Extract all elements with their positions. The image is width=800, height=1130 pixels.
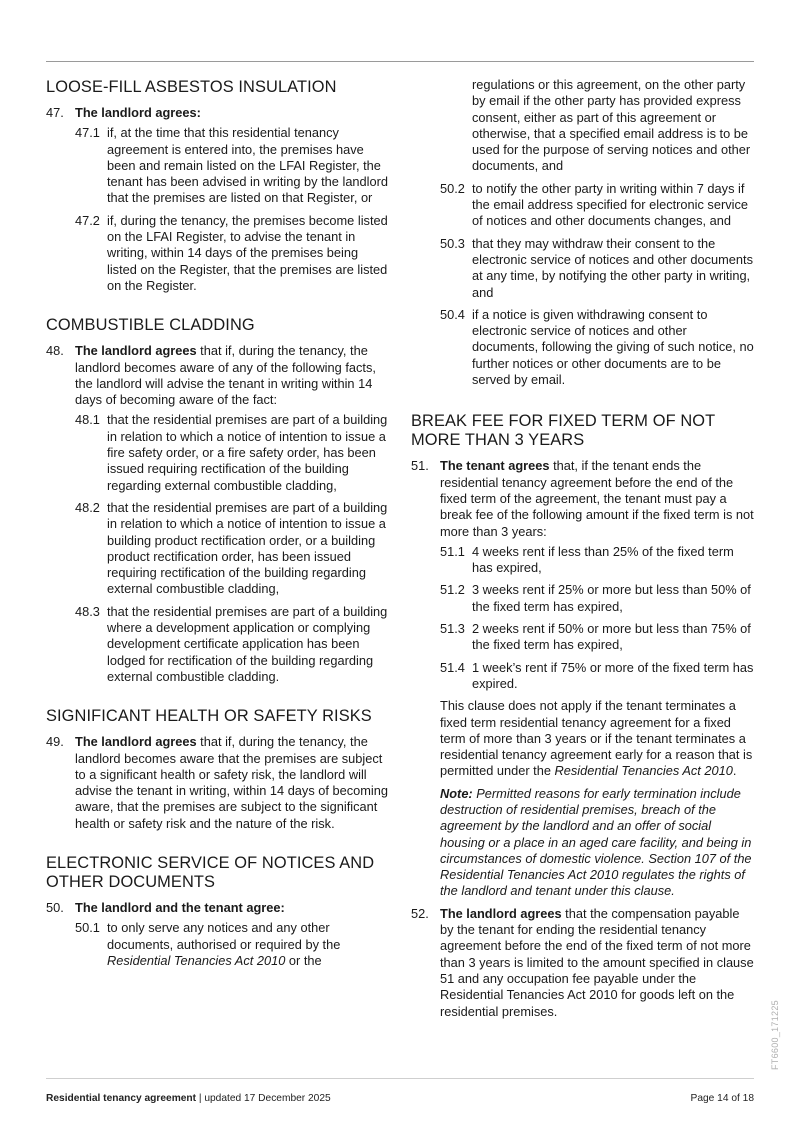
top-rule bbox=[46, 61, 754, 62]
subclause-text: 3 weeks rent if 25% or more but less than 50% of the fixed term has expired, bbox=[472, 582, 751, 614]
subclause-number: 51.4 bbox=[440, 659, 465, 675]
subclause-48-3 bbox=[46, 604, 391, 685]
clause-lead: The landlord agrees bbox=[440, 905, 562, 921]
subclause-number: 51.3 bbox=[440, 621, 465, 637]
clause-number: 52. bbox=[411, 905, 429, 921]
subclause-text: regulations or this agreement, on the other party by email if the other party has provided express consent, either as part of this agreement or otherwise, that a specified email address is to be used for the purpose of serving notices and other documents, and bbox=[472, 77, 751, 174]
clause-text: that the compensation payable by the tenant for ending the residential tenancy agreement before the end of the fixed term of not more than 3 years is limited to the amount specified in clause 51 and any occupation fee payable under the Residential Tenancies Act 2010 for goods left on the residential premises. bbox=[440, 905, 754, 1019]
subclause-51-4 bbox=[411, 660, 756, 693]
clause-number: 50. bbox=[46, 899, 64, 915]
subclause-text: 4 weeks rent if less than 25% of the fixed term has expired, bbox=[472, 543, 734, 576]
subclause-50-4 bbox=[411, 307, 756, 388]
clause-51-paragraph bbox=[411, 698, 756, 779]
clause-text: that, if the tenant ends the residential tenancy agreement before the end of the fixed term of the agreement, the tenant must pay a break fee of the following amount if the fixed term is not more than 3 years: bbox=[440, 458, 754, 539]
subclause-number: 50.2 bbox=[440, 180, 465, 196]
section-heading: LOOSE-FILL ASBESTOS INSULATION bbox=[46, 78, 337, 96]
subclause-number: 47.2 bbox=[75, 212, 100, 228]
left-column bbox=[46, 78, 391, 991]
subclause-number: 48.3 bbox=[75, 603, 100, 619]
footer-rule bbox=[46, 1078, 754, 1079]
subclause-text: 2 weeks rent if 50% or more but less than 75% of the fixed term has expired, bbox=[472, 621, 751, 653]
clause-number: 49. bbox=[46, 734, 64, 750]
subclause-number: 50.1 bbox=[75, 920, 100, 936]
section-heading: ELECTRONIC SERVICE OF NOTICES AND OTHER DOCUMENTS bbox=[46, 853, 375, 891]
right-column bbox=[411, 77, 756, 1024]
subclause-51-1 bbox=[411, 544, 756, 577]
subclause-text: that the residential premises are part of a building in relation to which a notice of intention to issue a building product rectification order, or a building product rectification order, has been issued requiring rectification of the building regarding external combustible cladding, bbox=[107, 499, 388, 597]
footer-updated: | updated 17 December 2025 bbox=[196, 1093, 331, 1104]
footer-document-info bbox=[46, 1093, 331, 1104]
clause-51-note bbox=[411, 786, 756, 900]
subclause-number: 50.4 bbox=[440, 306, 465, 322]
clause-48 bbox=[46, 343, 391, 408]
subclause-text: 1 week’s rent if 75% or more of the fixed term has expired. bbox=[472, 659, 754, 691]
subclause-51-2 bbox=[411, 582, 756, 615]
subclause-text: if, at the time that this residential tenancy agreement is entered into, the premises have been and remain listed on the LFAI Register, the tenant has been advised in writing by the landlord that the premises are listed on that Register, or bbox=[107, 125, 389, 206]
section-cladding bbox=[46, 316, 391, 685]
form-code: FT6600_171225 bbox=[770, 1000, 780, 1070]
clause-lead: The landlord agrees bbox=[75, 734, 197, 750]
act-title: Residential Tenancies Act 2010 bbox=[554, 763, 733, 779]
footer-doc-title: Residential tenancy agreement bbox=[46, 1093, 197, 1104]
footer-page-number: Page 14 of 18 bbox=[690, 1093, 754, 1104]
clause-50 bbox=[46, 900, 391, 916]
subclause-number: 51.2 bbox=[440, 582, 465, 598]
subclause-number: 48.2 bbox=[75, 499, 100, 515]
clause-text: that if, during the tenancy, the landlord becomes aware that the premises are subject to a significant health or safety risk, the landlord will advise the tenant in writing, within 14 days of becoming aware, that the premises are subject to the significant health or safety risk and the nature of the risk. bbox=[75, 734, 388, 831]
section-break-fee bbox=[411, 412, 756, 1020]
section-heading: SIGNIFICANT HEALTH OR SAFETY RISKS bbox=[46, 707, 372, 726]
clause-lead: The tenant agrees bbox=[440, 458, 550, 474]
clause-number: 47. bbox=[46, 105, 64, 120]
subclause-50-2 bbox=[411, 181, 756, 230]
section-heading: COMBUSTIBLE CLADDING bbox=[46, 316, 255, 335]
clause-51 bbox=[411, 458, 756, 539]
subclause-50-1 bbox=[46, 920, 391, 969]
paragraph-text: . bbox=[732, 763, 737, 779]
note-text: Permitted reasons for early termination include destruction of residential premises, breach of the agreement by the landlord and an offer of social housing or a place in an aged care facility, and being in circumstances of domestic violence. Section 107 of the Residential Tenancies Act 2010 regulates the rights of the landlord and tenant under this clause. bbox=[440, 785, 752, 899]
subclause-text: that they may withdraw their consent to the electronic service of notices and other documents at any time, by notifying the other party in writing, and bbox=[472, 235, 753, 300]
subclause-47-2 bbox=[46, 213, 391, 294]
subclause-48-2 bbox=[46, 500, 391, 598]
section-lfai bbox=[46, 78, 391, 294]
clause-number: 48. bbox=[46, 343, 64, 359]
clause-47 bbox=[46, 105, 391, 121]
subclause-51-3 bbox=[411, 621, 756, 654]
section-heading: BREAK FEE FOR FIXED TERM OF NOT MORE THAN 3 YEARS bbox=[411, 412, 715, 450]
subclause-number: 48.1 bbox=[75, 412, 100, 428]
subclause-48-1 bbox=[46, 412, 391, 493]
subclause-number: 50.3 bbox=[440, 235, 465, 251]
clause-text: that if, during the tenancy, the landlord becomes aware of any of the following facts, the landlord will advise the tenant in writing within 14 days of becoming aware of the fact: bbox=[75, 343, 376, 408]
subclause-text: to only serve any notices and any other documents, authorised or required by the bbox=[107, 920, 341, 952]
subclause-text: that the residential premises are part of a building in relation to which a notice of intention to issue a fire safety order, or a fire safety order, has been issued requiring rectification of the building regarding external combustible cladding, bbox=[107, 412, 388, 493]
subclause-text: or the bbox=[285, 952, 322, 968]
clause-lead: The landlord agrees bbox=[75, 343, 197, 359]
note-label: Note: bbox=[440, 785, 473, 801]
subclause-47-1 bbox=[46, 125, 391, 206]
section-health-safety bbox=[46, 707, 391, 832]
subclause-50-3 bbox=[411, 236, 756, 301]
paragraph-text: This clause does not apply if the tenant terminates a fixed term residential tenancy agreement for a fixed term of more than 3 years or if the tenant terminates a residential tenancy agreement early for a reason that is permitted under the bbox=[440, 698, 753, 779]
subclause-number: 47.1 bbox=[75, 125, 100, 141]
subclause-text: if, during the tenancy, the premises become listed on the LFAI Register, to advise the tenant in writing, within 14 days of the premises being listed on the Register, that the premises are listed on the Register. bbox=[107, 212, 388, 293]
subclause-text: that the residential premises are part of a building where a development application or complying development certificate application has been lodged for rectification of the building regarding external combustible cladding. bbox=[107, 603, 388, 684]
subclause-50-1-continued bbox=[411, 77, 756, 175]
subclause-text: if a notice is given withdrawing consent to electronic service of notices and other documents, following the giving of such notice, no further notices or other documents are to be served by email. bbox=[472, 306, 754, 388]
subclause-number: 51.1 bbox=[440, 543, 465, 559]
clause-lead: The landlord and the tenant agree: bbox=[75, 899, 285, 915]
clause-lead: The landlord agrees: bbox=[75, 105, 201, 120]
clause-number: 51. bbox=[411, 458, 429, 474]
clause-52 bbox=[411, 906, 756, 1020]
subclause-text: to notify the other party in writing within 7 days if the email address specified for electronic service of notices and other documents changes, and bbox=[472, 180, 748, 229]
section-electronic-service bbox=[46, 854, 391, 969]
clause-49 bbox=[46, 734, 391, 832]
act-title: Residential Tenancies Act 2010 bbox=[107, 952, 286, 968]
